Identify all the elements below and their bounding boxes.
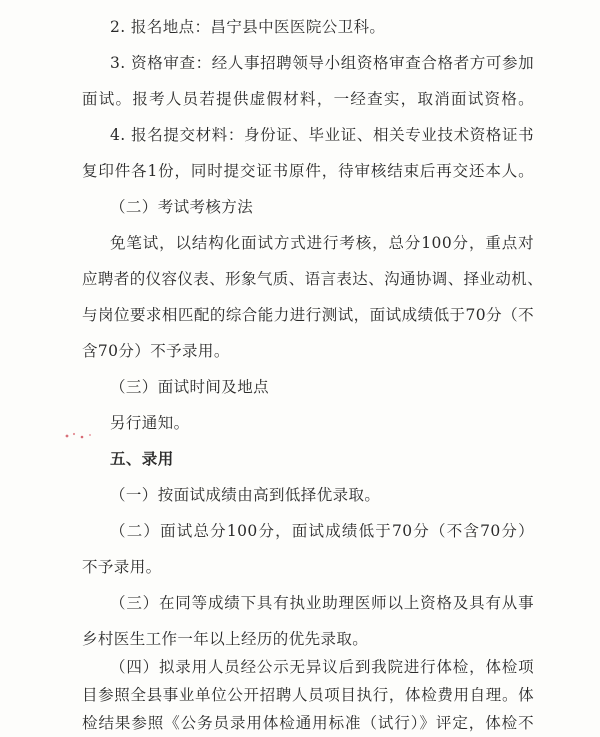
qualification-review-line-2: 面试。报考人员若提供虚假材料，一经查实，取消面试资格。	[82, 90, 534, 108]
hiring-item-1: （一）按面试成绩由高到低择优录取。	[110, 486, 381, 504]
exam-method-line-4: 含70分）不予录用。	[82, 342, 230, 360]
submission-materials-line-1: 4. 报名提交材料：身份证、毕业证、相关专业技术资格证书	[110, 126, 534, 144]
hiring-item-4-line-2: 目参照全县事业单位公开招聘人员项目执行，体检费用自理。体	[82, 686, 534, 704]
interview-time-text: 另行通知。	[110, 414, 190, 432]
hiring-item-3-line-1: （三）在同等成绩下具有执业助理医师以上资格及具有从事	[110, 594, 534, 612]
section-interview-time-heading: （三）面试时间及地点	[110, 378, 270, 396]
exam-method-line-3: 与岗位要求相匹配的综合能力进行测试，面试成绩低于70分（不	[82, 306, 534, 324]
submission-materials-line-2: 复印件各1份，同时提交证书原件，待审核结束后再交还本人。	[82, 162, 534, 180]
hiring-item-4-line-3: 检结果参照《公务员录用体检通用标准（试行）》评定，体检不	[82, 714, 534, 732]
hiring-item-3-line-2: 乡村医生工作一年以上经历的优先录取。	[82, 630, 369, 648]
section-hiring-heading: 五、录用	[110, 450, 174, 468]
section-exam-method-heading: （二）考试考核方法	[110, 198, 254, 216]
exam-method-line-2: 应聘者的仪容仪表、形象气质、语言表达、沟通协调、择业动机、	[82, 270, 544, 288]
hiring-item-2-line-2: 不予录用。	[82, 558, 162, 576]
qualification-review-line-1: 3. 资格审查：经人事招聘领导小组资格审查合格者方可参加	[110, 54, 534, 72]
hiring-item-2-line-1: （二）面试总分100分，面试成绩低于70分（不含70分）	[110, 522, 534, 540]
hiring-item-4-line-1: （四）拟录用人员经公示无异议后到我院进行体检，体检项	[110, 658, 534, 676]
registration-location: 2. 报名地点：昌宁县中医医院公卫科。	[110, 18, 386, 36]
exam-method-line-1: 免笔试，以结构化面试方式进行考核，总分100分，重点对	[110, 234, 534, 252]
red-ink-speck-mark	[62, 428, 98, 442]
